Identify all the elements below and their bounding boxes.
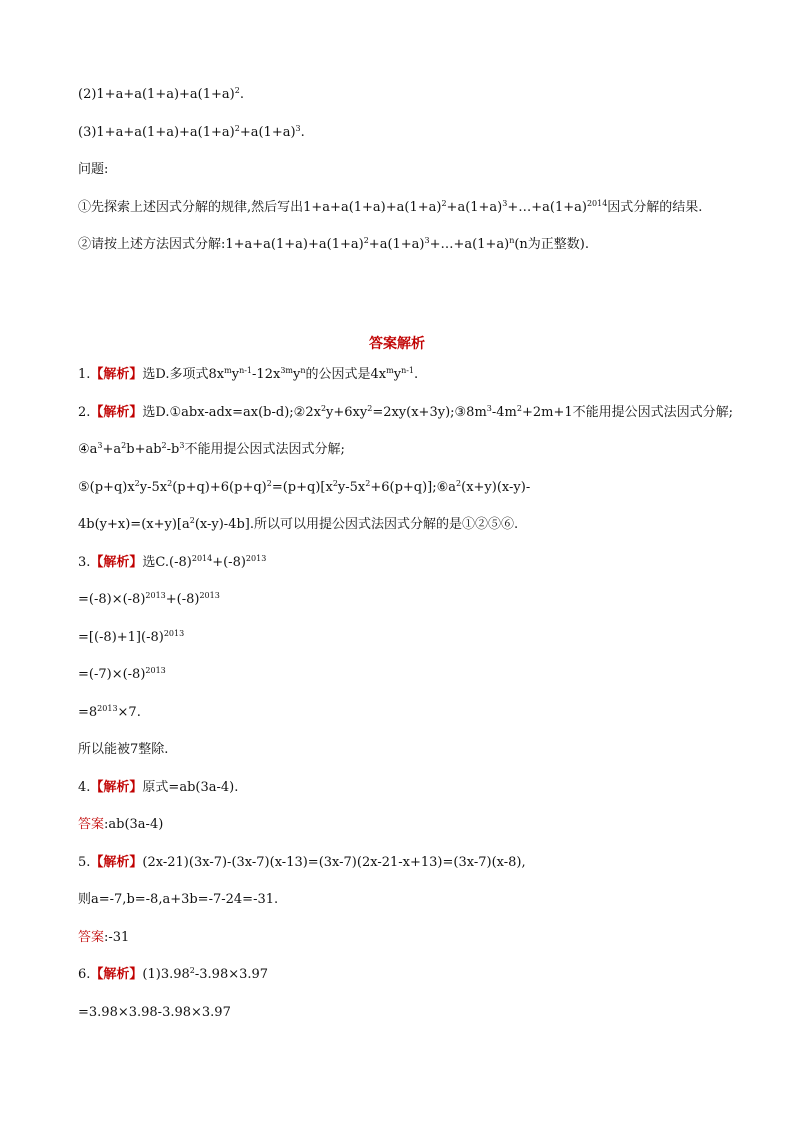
- answer-3-line-6: 所以能被7整除.: [78, 742, 169, 757]
- answer-3-line-1: 3.【解析】选$C.(-8)^{2014}+(-8)^{2013}$: [78, 554, 267, 570]
- answer-4-line-2: 答案:ab(3a-4): [78, 817, 164, 832]
- answer-2-line-4: $4b(y+x)=(x+y)[a^2(x-y)-4b]$.所以可以用提公因式法因式分解的是①②⑤⑥.: [78, 516, 519, 532]
- answer-2-line-3: $⑤(p+q)x^2y-5x^2(p+q)+6(p+q)^2=(p+q)[x^2y-5x^2+6(p+q)];⑥a^2(x+y)(x-y)-$: [78, 479, 531, 495]
- answer-5-line-2: 则a=-7,b=-8,a+3b=-7-24=-31.: [78, 892, 279, 907]
- answer-3-line-4: $=(-7)\times(-8)^{2013}$: [78, 666, 166, 682]
- answer-2-line-1: 2.【解析】选$D.①abx-adx=ax(b-d);②2x^2y+6xy^2=2xy(x+3y);③8m^3-4m^2+2m+1$不能用提公因式法因式分解;: [78, 404, 734, 420]
- answer-2-line-2: $④a^3+a^2b+ab^2-b^3$不能用提公因式法因式分解;: [78, 441, 345, 457]
- answer-5-line-1: 5.【解析】(2x-21)(3x-7)-(3x-7)(x-13)=(3x-7)(2x-21-x+13)=(3x-7)(x-8),: [78, 855, 526, 870]
- question-part-2: $(2)1+a+a(1+a)+a(1+a)^2$.: [78, 86, 244, 102]
- answer-heading: 答案解析: [369, 336, 425, 352]
- jiexi-tag: 【解析】: [90, 555, 143, 570]
- answer-6-line-1: 6.【解析】$(1)3.98^2-3.98\times 3.97$: [78, 966, 269, 982]
- daan-label: 答案: [78, 817, 105, 832]
- daan-label: 答案: [78, 930, 105, 945]
- answer-6-line-2: =3.98×3.98-3.98×3.97: [78, 1005, 231, 1020]
- answer-5-line-3: 答案:-31: [78, 930, 130, 945]
- jiexi-tag: 【解析】: [90, 780, 143, 795]
- jiexi-tag: 【解析】: [90, 405, 143, 420]
- answer-3-line-3: $=[(-8)+1](-8)^{2013}$: [78, 629, 185, 645]
- answer-3-line-5: $=8^{2013}\times 7$.: [78, 704, 141, 720]
- question-part-3: $(3)1+a+a(1+a)+a(1+a)^2+a(1+a)^3$.: [78, 124, 305, 140]
- wenti-item-2: ②请按上述方法因式分解$:1+a+a(1+a)+a(1+a)^2+a(1+a)^3+\dots+a(1+a)^n(n$为正整数).: [78, 236, 589, 252]
- wenti-label: 问题:: [78, 162, 109, 177]
- answer-1: 1.【解析】选D.多项式$8x^my^{n-1}-12x^{3m}y^n$的公因式是$4x^my^{n-1}$.: [78, 366, 419, 382]
- answer-3-line-2: $=(-8)\times(-8)^{2013}+(-8)^{2013}$: [78, 591, 220, 607]
- jiexi-tag: 【解析】: [90, 855, 143, 870]
- answer-4-line-1: 4.【解析】原式=ab(3a-4).: [78, 780, 239, 795]
- wenti-item-1: ①先探索上述因式分解的规律,然后写出$1+a+a(1+a)+a(1+a)^2+a(1+a)^3+\dots+a(1+a)^{2014}$因式分解的结果.: [78, 199, 703, 215]
- jiexi-tag: 【解析】: [90, 367, 143, 382]
- jiexi-tag: 【解析】: [90, 967, 143, 982]
